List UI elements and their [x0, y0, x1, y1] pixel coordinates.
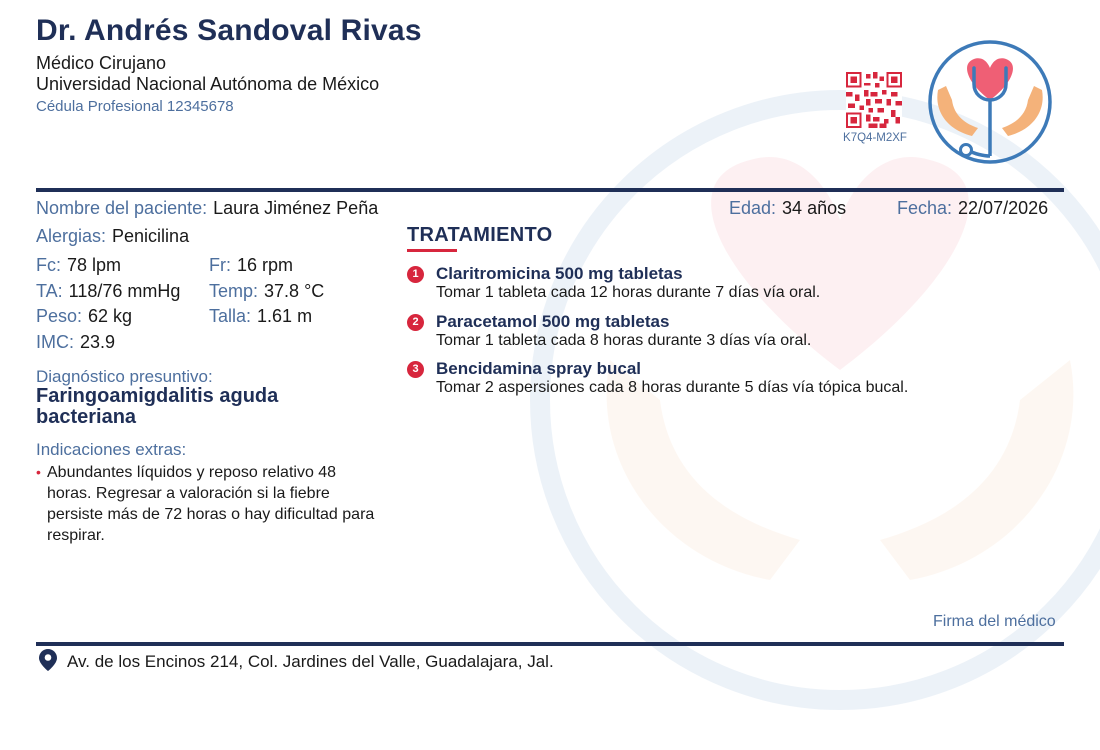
vital-talla: [209, 306, 312, 327]
vital-talla-value: 1.61 m: [257, 306, 313, 326]
bottom-divider: [36, 642, 1064, 646]
treatment-title: TRATAMIENTO: [407, 224, 553, 246]
qr-caption: K7Q4-M2XF: [843, 132, 907, 144]
top-divider: [36, 188, 1064, 192]
vital-temp-value: 37.8 °C: [264, 281, 325, 301]
allergies-value: Penicilina: [112, 226, 190, 246]
date-label: Fecha:: [897, 198, 953, 218]
medication-instructions: Tomar 1 tableta cada 12 horas durante 7 días vía oral.: [436, 284, 821, 301]
diagnosis-label: Diagnóstico presuntivo:: [36, 367, 213, 386]
patient-name-field: [36, 198, 378, 219]
extras-item: [36, 462, 376, 546]
vital-ta-label: TA:: [36, 281, 63, 301]
location-pin-icon: [39, 649, 57, 671]
patient-age-field: [729, 198, 846, 219]
vital-talla-label: Talla:: [209, 306, 252, 326]
medication-number-badge: 3: [407, 361, 424, 378]
signature-label: Firma del médico: [933, 613, 1056, 630]
medical-logo-icon: [926, 38, 1054, 166]
extras-label: Indicaciones extras:: [36, 440, 187, 459]
date-value: 22/07/2026: [958, 198, 1049, 218]
vital-fc-label: Fc:: [36, 255, 61, 275]
treatment-underline: [407, 249, 457, 252]
medication-name: Paracetamol 500 mg tabletas: [436, 312, 670, 331]
patient-name: Laura Jiménez Peña: [213, 198, 379, 218]
allergies-field: [36, 226, 189, 247]
doctor-specialty: Médico Cirujano: [36, 53, 167, 73]
qr-code-icon: [846, 72, 902, 128]
extras-item-text: Abundantes líquidos y reposo relativo 48 horas. Regresar a valoración si la fiebre persiste más de 72 horas o hay dificultad para respirar.: [47, 464, 375, 544]
vital-fr: [209, 255, 293, 276]
footer-address: Av. de los Encinos 214, Col. Jardines del Valle, Guadalajara, Jal.: [67, 652, 554, 671]
allergies-label: Alergias:: [36, 226, 107, 246]
doctor-university: Universidad Nacional Autónoma de México: [36, 74, 380, 94]
vital-ta-value: 118/76 mmHg: [68, 281, 181, 301]
vital-imc-value: 23.9: [80, 332, 116, 352]
diagnosis-value: Faringoamigdalitis aguda bacteriana: [36, 385, 279, 428]
vital-peso: [36, 306, 132, 327]
medication-name: Bencidamina spray bucal: [436, 359, 642, 378]
patient-age-label: Edad:: [729, 198, 777, 218]
vital-fc: [36, 255, 121, 276]
vital-imc-label: IMC:: [36, 332, 74, 352]
doctor-cedula: Cédula Profesional 12345678: [36, 98, 234, 115]
vital-temp: [209, 281, 324, 302]
medication-number-badge: 1: [407, 266, 424, 283]
date-field: [897, 198, 1048, 219]
medication-instructions: Tomar 1 tableta cada 8 horas durante 3 días vía oral.: [436, 332, 812, 349]
medication-name: Claritromicina 500 mg tabletas: [436, 264, 683, 283]
patient-age: 34 años: [782, 198, 847, 218]
medication-number-badge: 2: [407, 314, 424, 331]
vital-imc: [36, 332, 115, 353]
extras-list: [36, 462, 376, 546]
vital-ta: [36, 281, 180, 302]
vital-temp-label: Temp:: [209, 281, 259, 301]
medication-instructions: Tomar 2 aspersiones cada 8 horas durante 5 días vía tópica bucal.: [436, 379, 909, 396]
patient-name-label: Nombre del paciente:: [36, 198, 208, 218]
doctor-name: Dr. Andrés Sandoval Rivas: [36, 14, 422, 47]
vital-peso-value: 62 kg: [88, 306, 133, 326]
vital-fr-value: 16 rpm: [237, 255, 294, 275]
vital-fr-label: Fr:: [209, 255, 231, 275]
vital-peso-label: Peso:: [36, 306, 83, 326]
vital-fc-value: 78 lpm: [67, 255, 122, 275]
bullet-icon: •: [36, 464, 41, 480]
